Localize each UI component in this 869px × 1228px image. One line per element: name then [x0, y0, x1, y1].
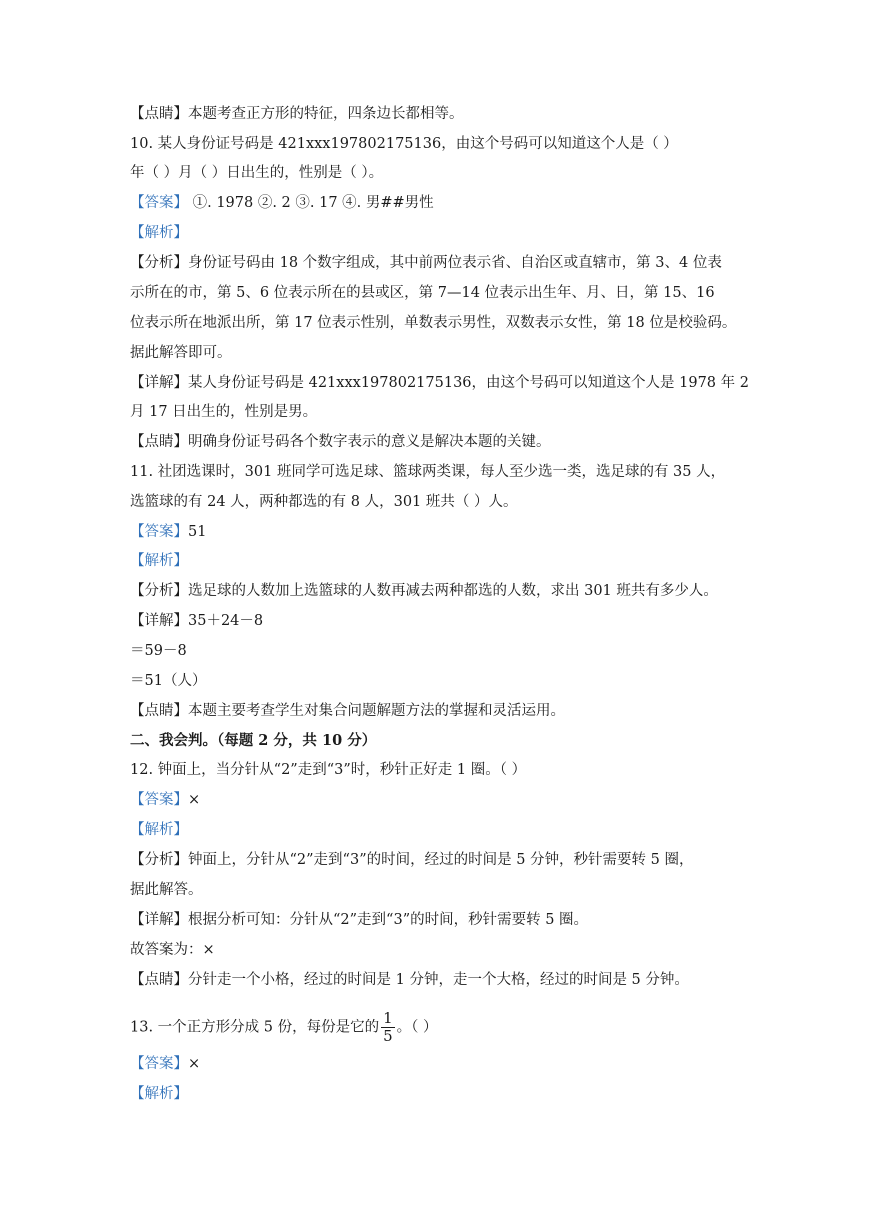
- text-line: [130, 880, 203, 900]
- analysis-heading: [130, 820, 188, 840]
- text-line: [130, 373, 749, 393]
- answer-value: ×: [188, 1056, 201, 1072]
- line-text: 据此解答即可。: [130, 345, 232, 361]
- text-line: [130, 940, 215, 960]
- line-text: 二、我会判。（每题 2 分，共 10 分）: [130, 732, 377, 749]
- question-10: [130, 134, 678, 154]
- text-line: [130, 492, 518, 512]
- line-text: 【详解】35＋24－8: [130, 613, 264, 629]
- line-text: 月 17 日出生的，性别是男。: [130, 404, 318, 420]
- analysis-label: 【解析】: [130, 822, 188, 838]
- line-text: 示所在的市，第 5、6 位表示所在的县或区，第 7—14 位表示出生年、月、日，第 15、16: [130, 285, 715, 301]
- answer-line: [130, 522, 206, 542]
- answer-value: 51: [188, 524, 207, 540]
- question-12: [130, 760, 526, 780]
- text-line: [130, 313, 736, 333]
- text-line: [130, 701, 565, 721]
- text-line: [130, 343, 232, 363]
- text-line: [130, 163, 383, 183]
- question-13: [130, 1010, 438, 1045]
- text-line: [130, 253, 722, 273]
- answer-label: 【答案】: [130, 1056, 188, 1072]
- line-text: 11. 社团选课时，301 班同学可选足球、篮球两类课，每人至少选一类，选足球的有 35 人，: [130, 464, 726, 480]
- line-text: 【点睛】本题考查正方形的特征，四条边长都相等。: [130, 106, 464, 122]
- line-text: 【分析】选足球的人数加上选篮球的人数再减去两种都选的人数，求出 301 班共有多少人。: [130, 583, 718, 599]
- answer-value: ①. 1978 ②. 2 ③. 17 ④. 男##男性: [188, 195, 434, 211]
- text-line: [130, 402, 317, 422]
- line-text: 【点睛】分针走一个小格，经过的时间是 1 分钟，走一个大格，经过的时间是 5 分钟。: [130, 972, 689, 988]
- text-line: [130, 432, 551, 452]
- line-text: 12. 钟面上，当分针从“2”走到“3”时，秒针正好走 1 圈。（ ）: [130, 762, 527, 778]
- question-11: [130, 462, 725, 482]
- text-line: [130, 283, 715, 303]
- line-text: 【分析】身份证号码由 18 个数字组成，其中前两位表示省、自治区或直辖市，第 3、4 位表: [130, 255, 722, 271]
- line-text-after: 。（ ）: [396, 1019, 438, 1036]
- answer-line: [130, 1054, 200, 1074]
- analysis-label: 【解析】: [130, 553, 188, 569]
- analysis-label: 【解析】: [130, 1086, 188, 1102]
- answer-line: [130, 193, 434, 213]
- fraction-denominator: 5: [383, 1027, 393, 1045]
- line-text: 年（ ）月（ ）日出生的，性别是（ ）。: [130, 165, 384, 181]
- text-line: [130, 850, 694, 870]
- analysis-heading: [130, 223, 188, 243]
- line-text: 【分析】钟面上，分针从“2”走到“3”的时间，经过的时间是 5 分钟，秒针需要转 5 圈，: [130, 852, 694, 868]
- answer-label: 【答案】: [130, 524, 188, 540]
- line-text: 选篮球的有 24 人，两种都选的有 8 人，301 班共（ ）人。: [130, 494, 518, 510]
- answer-value: ×: [188, 792, 201, 808]
- line-text: 13. 一个正方形分成 5 份，每份是它的: [130, 1019, 380, 1036]
- line-text: 【点睛】本题主要考查学生对集合问题解题方法的掌握和灵活运用。: [130, 703, 565, 719]
- text-line: [130, 611, 263, 631]
- line-text: 【详解】根据分析可知：分针从“2”走到“3”的时间，秒针需要转 5 圈。: [130, 912, 589, 928]
- line-text: 10. 某人身份证号码是 421xxx197802175136，由这个号码可以知道这个人是（ ）: [130, 136, 678, 152]
- line-text: ＝51（人）: [130, 673, 207, 689]
- answer-label: 【答案】: [130, 195, 188, 211]
- text-line: [130, 104, 464, 124]
- text-line: [130, 970, 689, 990]
- fraction: [381, 1010, 395, 1045]
- answer-label: 【答案】: [130, 792, 188, 808]
- analysis-heading: [130, 1084, 188, 1104]
- line-text: ＝59－8: [130, 643, 187, 659]
- line-text: 位表示所在地派出所，第 17 位表示性别，单数表示男性，双数表示女性，第 18 位是校验码。: [130, 315, 737, 331]
- line-text: 【点睛】明确身份证号码各个数字表示的意义是解决本题的关键。: [130, 434, 551, 450]
- text-line: [130, 641, 187, 661]
- line-text: 【详解】某人身份证号码是 421xxx197802175136，由这个号码可以知道这个人是 1978 年 2: [130, 375, 749, 391]
- analysis-heading: [130, 551, 188, 571]
- section-heading: [130, 731, 376, 751]
- line-text: 故答案为：×: [130, 942, 215, 958]
- text-line: [130, 910, 588, 930]
- answer-line: [130, 790, 200, 810]
- text-line: [130, 581, 718, 601]
- analysis-label: 【解析】: [130, 225, 188, 241]
- line-text: 据此解答。: [130, 882, 203, 898]
- text-line: [130, 671, 206, 691]
- fraction-numerator: 1: [383, 1009, 393, 1027]
